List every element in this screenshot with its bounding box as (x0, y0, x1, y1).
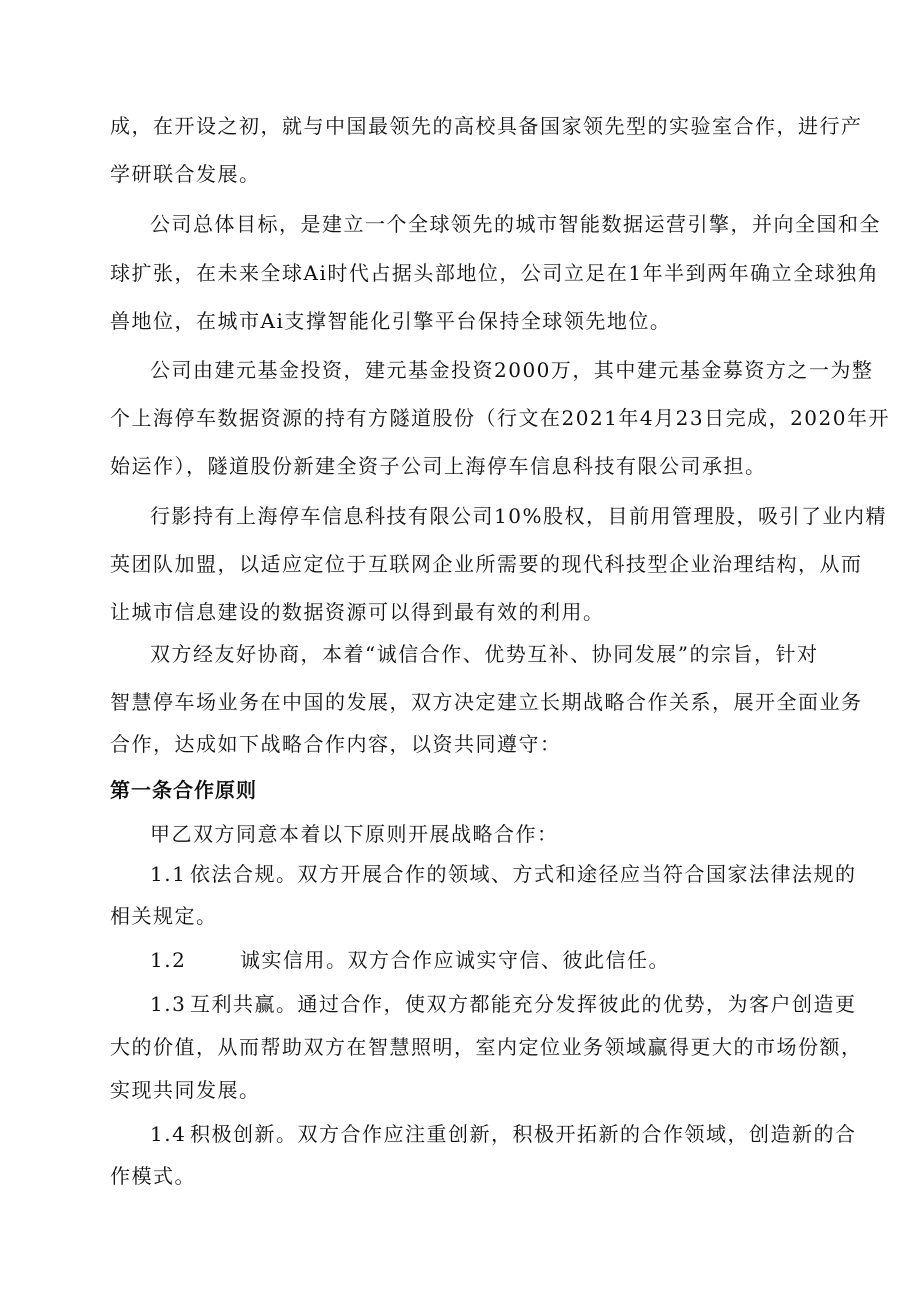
paragraph-3-line-1: 公司由建元基金投资，建元基金投资2000万，其中建元基金募资方之一为整 (150, 358, 874, 382)
paragraph-1-line-1: 成，在开设之初，就与中国最领先的高校具备国家领先型的实验室合作，进行产 (110, 114, 863, 138)
paragraph-2-line-3: 兽地位，在城市Ai支撑智能化引擎平台保持全球领先地位。 (110, 309, 672, 333)
item-number: 1.1 (150, 862, 187, 886)
section-1-item-3-line-3: 实现共同发展。 (110, 1078, 261, 1102)
section-1-item-1-line-1 (150, 860, 857, 888)
section-1-item-2-line-1 (150, 946, 814, 974)
paragraph-3-line-2: 个上海停车数据资源的持有方隧道股份（行文在2021年4月23日完成，2020年开 (110, 406, 890, 430)
item-text: 诚实信用。双方合作应诚实守信、彼此信任。 (240, 948, 670, 972)
item-number: 1.3 (150, 992, 187, 1016)
item-number: 1.2 (150, 948, 187, 972)
item-number: 1.4 (150, 1122, 187, 1146)
paragraph-4-line-1: 行影持有上海停车信息科技有限公司10%股权，目前用管理股，吸引了业内精 (150, 504, 887, 528)
paragraph-4-line-3: 让城市信息建设的数据资源可以得到最有效的利用。 (110, 600, 605, 624)
paragraph-2-line-2: 球扩张，在未来全球Ai时代占据头部地位，公司立足在1年半到两年确立全球独角 (110, 261, 880, 285)
paragraph-5-line-2: 智慧停车场业务在中国的发展，双方决定建立长期战略合作关系，展开全面业务 (110, 690, 863, 714)
item-text: 积极创新。双方合作应注重创新，积极开拓新的合作领域，创造新的合 (190, 1122, 857, 1146)
section-1-item-4-line-2: 作模式。 (110, 1164, 196, 1188)
section-1-item-3-line-1 (150, 990, 857, 1018)
section-1-heading: 第一条合作原则 (110, 778, 257, 802)
paragraph-1-line-2: 学研联合发展。 (110, 162, 261, 186)
section-1-item-1-line-2: 相关规定。 (110, 904, 218, 928)
paragraph-5-line-3: 合作，达成如下战略合作内容，以资共同遵守： (110, 732, 562, 756)
paragraph-2-line-1: 公司总体目标，是建立一个全球领先的城市智能数据运营引擎，并向全国和全 (150, 212, 881, 236)
paragraph-3-line-3: 始运作），隧道股份新建全资子公司上海停车信息科技有限公司承担。 (110, 454, 767, 478)
section-1-item-4-line-1 (150, 1120, 857, 1148)
paragraph-4-line-2: 英团队加盟，以适应定位于互联网企业所需要的现代科技型企业治理结构，从而 (110, 552, 863, 576)
paragraph-5-line-1: 双方经友好协商，本着“诚信合作、优势互补、协同发展”的宗旨，针对 (150, 642, 819, 666)
item-text: 依法合规。双方开展合作的领域、方式和途径应当符合国家法律法规的 (190, 862, 857, 886)
section-1-intro: 甲乙双方同意本着以下原则开展战略合作： (150, 822, 559, 846)
item-text: 互利共赢。通过合作，使双方都能充分发挥彼此的优势，为客户创造更 (190, 992, 857, 1016)
section-1-item-3-line-2: 大的价值，从而帮助双方在智慧照明，室内定位业务领域赢得更大的市场份额， (110, 1035, 863, 1059)
